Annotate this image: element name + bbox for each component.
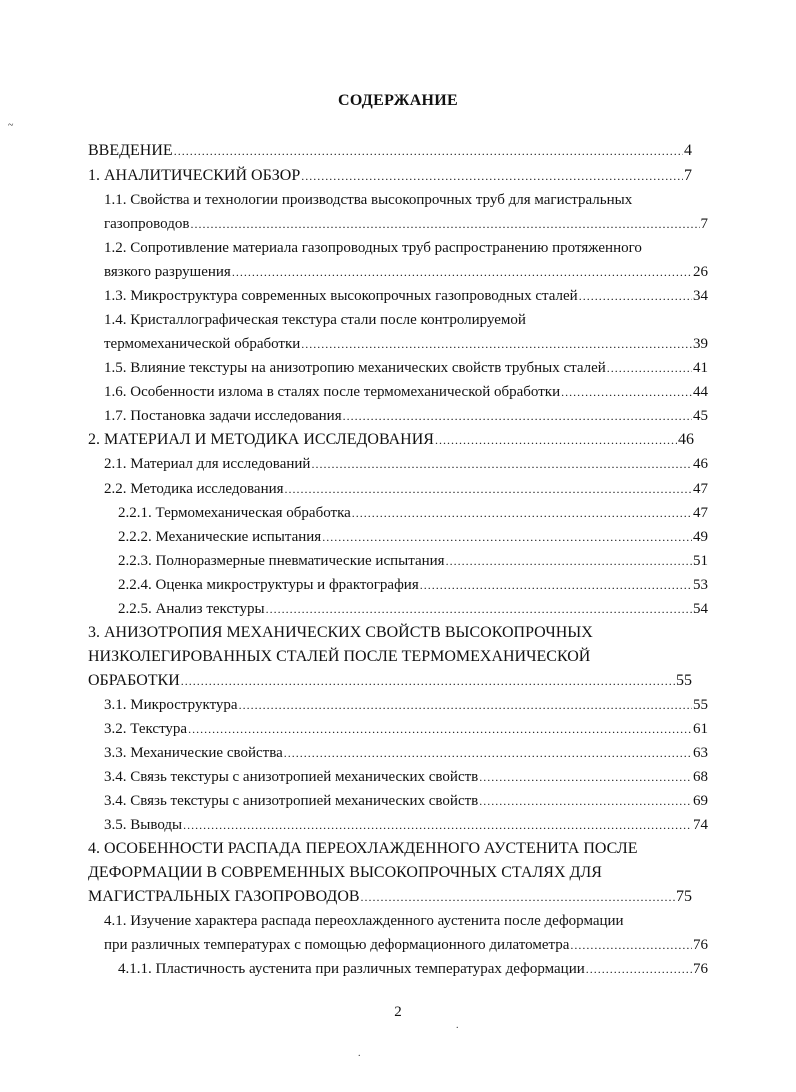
toc-entry <box>104 284 708 308</box>
toc-entry <box>104 909 708 933</box>
toc-entry-title: термомеханической обработки <box>104 336 301 352</box>
toc-entry <box>104 477 708 501</box>
toc-entry-title: 3.4. Связь текстуры с анизотропией механических свойств <box>104 793 479 809</box>
toc-leader-dots <box>561 380 692 404</box>
toc-entry-page: 46 <box>678 431 694 448</box>
toc-entry-page: 49 <box>693 529 708 545</box>
toc-entry-page: 46 <box>693 456 708 472</box>
toc-entry-title: вязкого разрушения <box>104 264 231 280</box>
toc-leader-dots <box>239 693 692 717</box>
toc-entry <box>104 236 708 260</box>
toc-entry <box>104 380 708 404</box>
toc-entry-title: 1. АНАЛИТИЧЕСКИЙ ОБЗОР <box>88 167 301 184</box>
toc-entry <box>104 717 708 741</box>
scan-speck: ~ <box>8 120 14 131</box>
toc-leader-dots <box>479 789 692 813</box>
toc-entry-title: ВВЕДЕНИЕ <box>88 142 173 159</box>
toc-entry <box>104 308 708 332</box>
toc-entry <box>88 164 692 188</box>
toc-leader-dots <box>579 284 692 308</box>
toc-entry-page: 54 <box>693 601 708 617</box>
toc-entry-page: 61 <box>693 721 708 737</box>
toc-entry <box>104 188 708 212</box>
toc-entry-title: ДЕФОРМАЦИИ В СОВРЕМЕННЫХ ВЫСОКОПРОЧНЫХ СТАЛЯХ ДЛЯ <box>88 864 602 881</box>
toc-entry-page: 7 <box>684 167 692 184</box>
toc-entry <box>88 861 708 885</box>
toc-entry <box>104 212 708 236</box>
toc-entry-title: 2.2.5. Анализ текстуры <box>118 601 265 617</box>
toc-leader-dots <box>181 669 675 693</box>
toc-entry-title: 3. АНИЗОТРОПИЯ МЕХАНИЧЕСКИХ СВОЙСТВ ВЫСОКОПРОЧНЫХ <box>88 624 593 641</box>
toc-entry <box>88 645 708 669</box>
toc-entry-title: 2.1. Материал для исследований <box>104 456 311 472</box>
scan-speck: . <box>456 1020 459 1031</box>
toc-entry-title: 4. ОСОБЕННОСТИ РАСПАДА ПЕРЕОХЛАЖДЕННОГО АУСТЕНИТА ПОСЛЕ <box>88 840 638 857</box>
toc-leader-dots <box>420 573 692 597</box>
toc-leader-dots <box>266 597 692 621</box>
toc-entry-page: 69 <box>693 793 708 809</box>
toc-leader-dots <box>232 260 692 284</box>
toc-entry-title: 2.2.3. Полноразмерные пневматические испытания <box>118 553 445 569</box>
toc-entry-title: газопроводов <box>104 216 190 232</box>
toc-entry-page: 39 <box>693 336 708 352</box>
toc-entry-page: 53 <box>693 577 708 593</box>
toc-entry-title: 2.2.2. Механические испытания <box>118 529 322 545</box>
toc-entry-page: 76 <box>693 937 708 953</box>
toc-entry-page: 75 <box>676 888 692 905</box>
toc-entry-page: 55 <box>693 697 708 713</box>
toc-entry-title: 2.2.4. Оценка микроструктуры и фрактография <box>118 577 419 593</box>
toc-leader-dots <box>183 813 692 837</box>
toc-entry-page: 55 <box>676 672 692 689</box>
toc-leader-dots <box>284 741 692 765</box>
toc-entry-title: 1.1. Свойства и технологии производства высокопрочных труб для магистральных <box>104 192 633 208</box>
toc-leader-dots <box>352 501 692 525</box>
toc-entry <box>88 669 692 693</box>
toc-leader-dots <box>607 356 692 380</box>
toc-entry <box>104 260 708 284</box>
scan-speck: . <box>358 1048 361 1059</box>
toc-entry-title: 1.7. Постановка задачи исследования <box>104 408 342 424</box>
toc-entry-title: 1.3. Микроструктура современных высокопрочных газопроводных сталей <box>104 288 578 304</box>
toc-entry-page: 45 <box>693 408 708 424</box>
toc-entry-title: 3.3. Механические свойства <box>104 745 283 761</box>
toc-entry <box>118 573 708 597</box>
toc-leader-dots <box>361 885 675 909</box>
toc-leader-dots <box>301 332 692 356</box>
toc-entry-title: 1.6. Особенности излома в сталях после термомеханической обработки <box>104 384 561 400</box>
toc-leader-dots <box>446 549 692 573</box>
toc-entry-page: 26 <box>693 264 708 280</box>
toc-entry <box>88 428 694 452</box>
toc-entry <box>88 139 692 163</box>
toc-leader-dots <box>435 428 677 452</box>
toc-entry <box>118 501 708 525</box>
toc-entry-title: 2.2.1. Термомеханическая обработка <box>118 505 351 521</box>
toc-leader-dots <box>479 765 692 789</box>
toc-leader-dots <box>285 477 692 501</box>
page-title: СОДЕРЖАНИЕ <box>337 92 459 109</box>
toc-entry <box>118 549 708 573</box>
toc-leader-dots <box>311 452 692 476</box>
toc-leader-dots <box>301 164 683 188</box>
toc-entry <box>104 933 708 957</box>
toc-entry-page: 68 <box>693 769 708 785</box>
toc-entry <box>104 404 708 428</box>
toc-leader-dots <box>188 717 692 741</box>
toc-leader-dots <box>586 957 692 981</box>
toc-entry <box>104 332 708 356</box>
toc-entry-title: 3.4. Связь текстуры с анизотропией механических свойств <box>104 769 479 785</box>
toc-leader-dots <box>570 933 692 957</box>
toc-entry <box>104 765 708 789</box>
toc-entry-page: 47 <box>693 505 708 521</box>
toc-entry <box>118 957 708 981</box>
toc-leader-dots <box>343 404 692 428</box>
toc-entry-title: при различных температурах с помощью деформационного дилатометра <box>104 937 570 953</box>
toc-entry-title: 2. МАТЕРИАЛ И МЕТОДИКА ИССЛЕДОВАНИЯ <box>88 431 434 448</box>
toc-entry <box>104 813 708 837</box>
toc-entry-page: 51 <box>693 553 708 569</box>
toc-entry <box>118 597 708 621</box>
toc-entry-page: 47 <box>693 481 708 497</box>
toc-entry-title: 4.1.1. Пластичность аустенита при различных температурах деформации <box>118 961 585 977</box>
toc-entry-page: 41 <box>693 360 708 376</box>
toc-leader-dots <box>190 212 699 236</box>
toc-entry-title: НИЗКОЛЕГИРОВАННЫХ СТАЛЕЙ ПОСЛЕ ТЕРМОМЕХАНИЧЕСКОЙ <box>88 648 591 665</box>
toc-entry <box>88 621 708 645</box>
toc-entry-title: 2.2. Методика исследования <box>104 481 284 497</box>
toc-entry-title: 3.2. Текстура <box>104 721 188 737</box>
toc-entry <box>118 525 708 549</box>
toc-entry-page: 74 <box>693 817 708 833</box>
toc-entry <box>104 693 708 717</box>
toc-leader-dots <box>174 139 683 163</box>
toc-entry-title: 4.1. Изучение характера распада переохлажденного аустенита после деформации <box>104 913 624 929</box>
toc-entry-title: ОБРАБОТКИ <box>88 672 180 689</box>
toc-entry-page: 4 <box>684 142 692 159</box>
toc-entry <box>104 356 708 380</box>
toc-entry-title: 1.5. Влияние текстуры на анизотропию механических свойств трубных сталей <box>104 360 606 376</box>
toc-entry-page: 63 <box>693 745 708 761</box>
toc-leader-dots <box>322 525 692 549</box>
toc-entry-title: 1.4. Кристаллографическая текстура стали после контролируемой <box>104 312 526 328</box>
toc-entry <box>104 789 708 813</box>
toc-entry-page: 34 <box>693 288 708 304</box>
toc-entry-title: 1.2. Сопротивление материала газопроводных труб распространению протяженного <box>104 240 642 256</box>
toc-entry <box>104 741 708 765</box>
toc-entry <box>88 885 692 909</box>
page-number: 2 <box>394 1004 402 1020</box>
toc-entry-title: МАГИСТРАЛЬНЫХ ГАЗОПРОВОДОВ <box>88 888 360 905</box>
toc-entry-title: 3.5. Выводы <box>104 817 183 833</box>
toc-entry-page: 76 <box>693 961 708 977</box>
toc-entry-title: 3.1. Микроструктура <box>104 697 238 713</box>
toc-entry-page: 44 <box>693 384 708 400</box>
toc-entry <box>88 837 708 861</box>
toc-entry <box>104 452 708 476</box>
toc-entry-page: 7 <box>700 216 708 232</box>
